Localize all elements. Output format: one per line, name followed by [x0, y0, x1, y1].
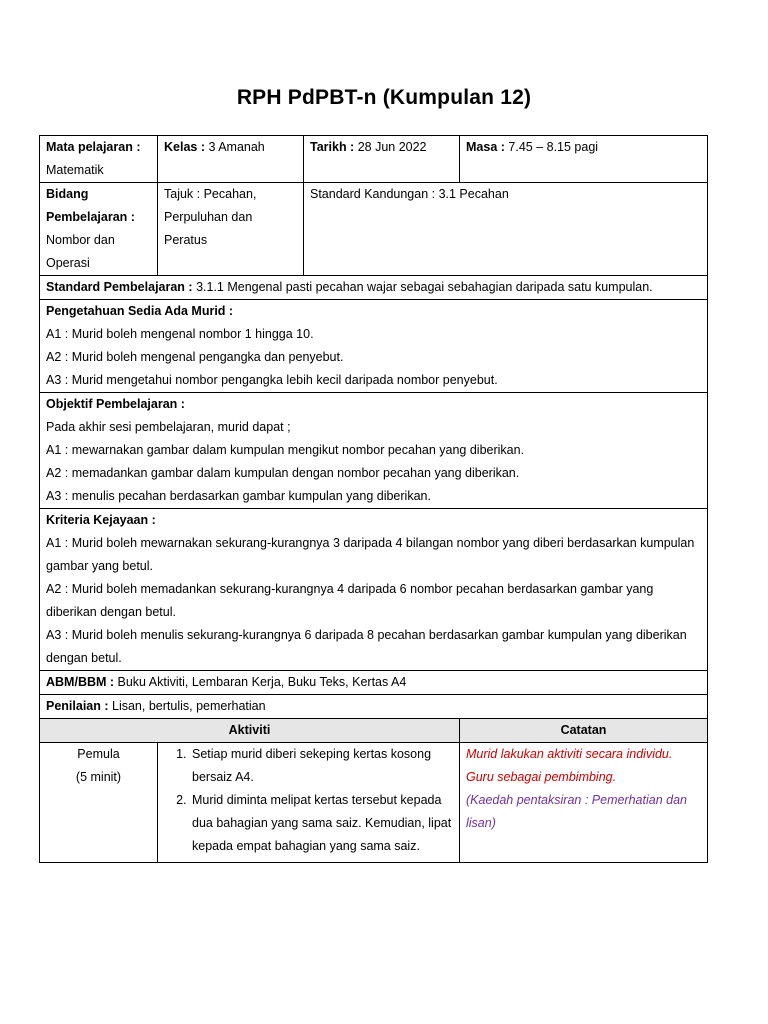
note-red: Murid lakukan aktiviti secara individu. Guru sebagai pembimbing. — [466, 747, 673, 784]
field-cell — [40, 183, 158, 276]
date-value: 28 Jun 2022 — [357, 140, 427, 154]
time-value: 7.45 – 8.15 pagi — [508, 140, 599, 154]
field-label: Bidang Pembelajaran : — [46, 187, 135, 224]
date-label: Tarikh : — [310, 140, 358, 154]
subject-label: Mata pelajaran : — [46, 140, 141, 154]
objectives-cell — [40, 393, 708, 509]
phase-name: Pemula — [77, 747, 120, 761]
notes-cell — [460, 743, 708, 863]
steps-list — [164, 743, 453, 858]
materials-row — [40, 671, 708, 695]
standard-learning-value: 3.1.1 Mengenal pasti pecahan wajar sebagai sebahagian daripada satu kumpulan. — [196, 280, 653, 294]
prior-knowledge-item: A3 : Murid mengetahui nombor pengangka lebih kecil daripada nombor penyebut. — [46, 373, 498, 387]
lesson-plan-table — [39, 135, 707, 863]
step-item: 2. Murid diminta melipat kertas tersebut kepada dua bahagian yang sama saiz. Kemudian, lipat kepada empat bahagian yang sama saiz. — [190, 789, 453, 858]
info-row — [40, 136, 708, 183]
objective-item: A3 : menulis pecahan berdasarkan gambar kumpulan yang diberikan. — [46, 489, 431, 503]
materials-value: Buku Aktiviti, Lembaran Kerja, Buku Teks, Kertas A4 — [117, 675, 407, 689]
assessment-value: Lisan, bertulis, pemerhatian — [112, 699, 266, 713]
field-value: Nombor dan Operasi — [46, 233, 115, 270]
time-label: Masa : — [466, 140, 509, 154]
criteria-item: A3 : Murid boleh menulis sekurang-kurangnya 6 daripada 8 pecahan berdasarkan gambar kumpulan yang diberikan dengan betul. — [46, 628, 687, 665]
class-label: Kelas : — [164, 140, 209, 154]
standard-learning-cell — [40, 276, 708, 300]
standard-learning-row — [40, 276, 708, 300]
prior-knowledge-item: A1 : Murid boleh mengenal nombor 1 hingga 10. — [46, 327, 314, 341]
prior-knowledge-row — [40, 300, 708, 393]
prior-knowledge-cell — [40, 300, 708, 393]
materials-cell — [40, 671, 708, 695]
date-cell — [304, 136, 460, 183]
standard-content-cell: Standard Kandungan : 3.1 Pecahan — [304, 183, 708, 276]
class-cell — [158, 136, 304, 183]
topic-row — [40, 183, 708, 276]
topic-cell: Tajuk : Pecahan, Perpuluhan dan Peratus — [158, 183, 304, 276]
page-title: RPH PdPBT-n (Kumpulan 12) — [236, 86, 532, 109]
step-item: 1. Setiap murid diberi sekeping kertas kosong bersaiz A4. — [190, 743, 453, 789]
steps-cell — [158, 743, 460, 863]
success-criteria-row — [40, 509, 708, 671]
objectives-row — [40, 393, 708, 509]
prior-knowledge-label: Pengetahuan Sedia Ada Murid : — [46, 304, 234, 318]
standard-learning-label: Standard Pembelajaran : — [46, 280, 197, 294]
objectives-label: Objektif Pembelajaran : — [46, 397, 185, 411]
objectives-intro: Pada akhir sesi pembelajaran, murid dapat ; — [46, 420, 291, 434]
subject-value: Matematik — [46, 163, 104, 177]
time-cell — [460, 136, 708, 183]
success-criteria-cell — [40, 509, 708, 671]
activity-header-row — [40, 719, 708, 743]
notes-header: Catatan — [460, 719, 708, 743]
objective-item: A1 : mewarnakan gambar dalam kumpulan mengikut nombor pecahan yang diberikan. — [46, 443, 525, 457]
class-value: 3 Amanah — [208, 140, 265, 154]
criteria-item: A1 : Murid boleh mewarnakan sekurang-kurangnya 3 daripada 4 bilangan nombor yang diberi berdasarkan kumpulan gambar yang betul. — [46, 536, 695, 573]
objective-item: A2 : memadankan gambar dalam kumpulan dengan nombor pecahan yang diberikan. — [46, 466, 520, 480]
assessment-row — [40, 695, 708, 719]
assessment-cell — [40, 695, 708, 719]
prior-knowledge-item: A2 : Murid boleh mengenal pengangka dan penyebut. — [46, 350, 344, 364]
activity-header: Aktiviti — [40, 719, 460, 743]
note-purple: (Kaedah pentaksiran : Pemerhatian dan lisan) — [466, 793, 687, 830]
phase-cell — [40, 743, 158, 863]
subject-cell — [40, 136, 158, 183]
assessment-label: Penilaian : — [46, 699, 112, 713]
criteria-item: A2 : Murid boleh memadankan sekurang-kurangnya 4 daripada 6 nombor pecahan berdasarkan gambar yang diberikan dengan betul. — [46, 582, 654, 619]
phase-duration: (5 minit) — [75, 770, 122, 784]
materials-label: ABM/BBM : — [46, 675, 118, 689]
success-criteria-label: Kriteria Kejayaan : — [46, 513, 156, 527]
intro-phase-row — [40, 743, 708, 863]
